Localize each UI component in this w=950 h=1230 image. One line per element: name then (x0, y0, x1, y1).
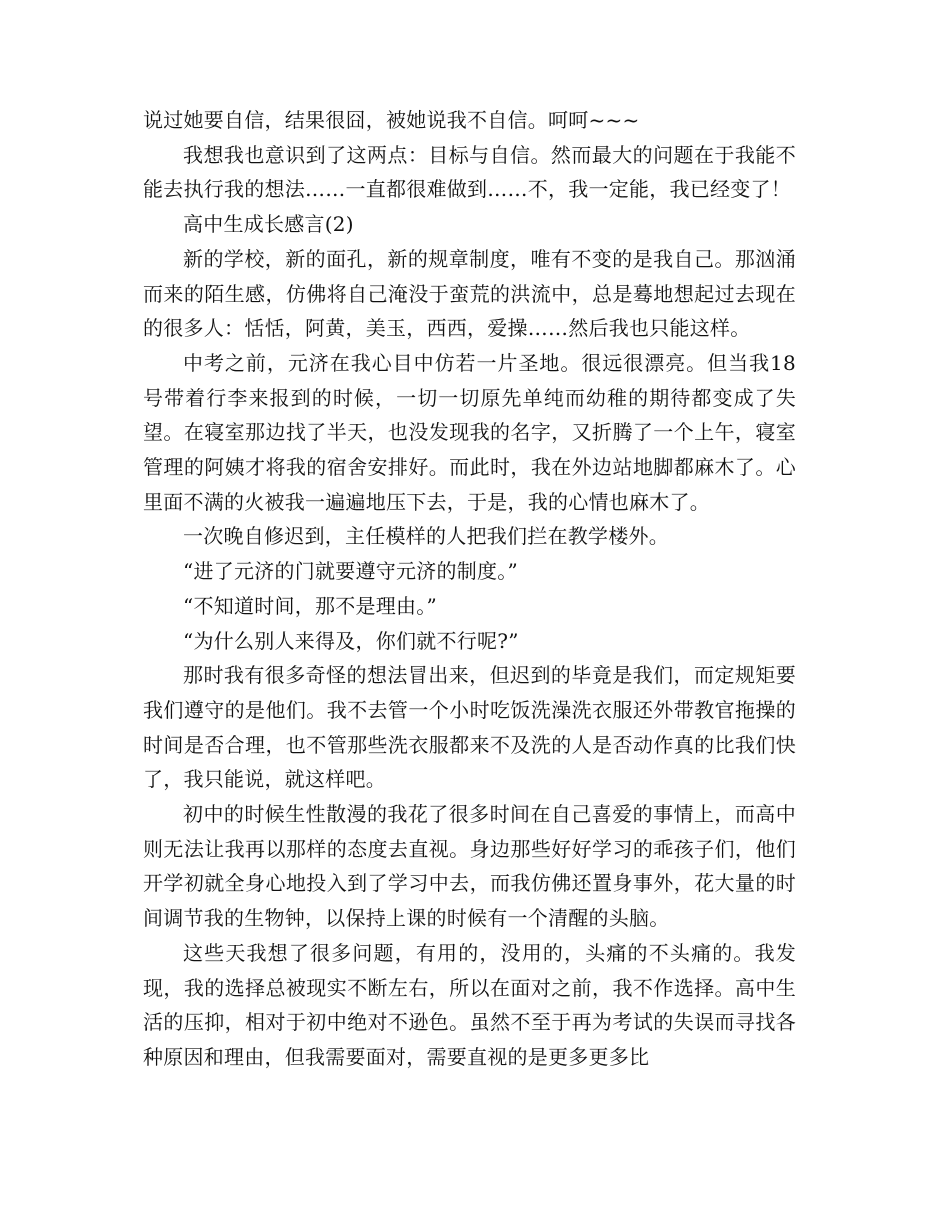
paragraph: 一次晚自修迟到，主任模样的人把我们拦在教学楼外。 (183, 524, 669, 549)
quote-line: “为什么别人来得及，你们就不行呢?” (183, 628, 519, 653)
paragraph: 那时我有很多奇怪的想法冒出来，但迟到的毕竟是我们，而定规矩要我们遵守的是他们。我不去管一个小时吃饭洗澡洗衣服还外带教官拖操的时间是否合理，也不管那些洗衣服都来不及洗的人是否动作真的比我们快了，我只能说，就这样吧。 (143, 663, 796, 792)
paragraph: 中考之前，元济在我心目中仿若一片圣地。很远很漂亮。但当我18号带着行李来报到的时候，一切一切原先单纯而幼稚的期待都变成了失望。在寝室那边找了半天，也没发现我的名字，又折腾了一个上午，寝室管理的阿姨才将我的宿舍安排好。而此时，我在外边站地脚都麻木了。心里面不满的火被我一遍遍地压下去，于是，我的心情也麻木了。 (143, 350, 796, 514)
section-heading: 高中生成长感言(2) (183, 212, 354, 237)
paragraph: 初中的时候生性散漫的我花了很多时间在自己喜爱的事情上，而高中则无法让我再以那样的态度去直视。身边那些好好学习的乖孩子们，他们开学初就全身心地投入到了学习中去，而我仿佛还置身事外，花大量的时间调节我的生物钟，以保持上课的时候有一个清醒的头脑。 (143, 802, 796, 931)
paragraph: 新的学校，新的面孔，新的规章制度，唯有不变的是我自己。那汹涌而来的陌生感，仿佛将自己淹没于蛮荒的洪流中，总是蓦地想起过去现在的很多人：恬恬，阿黄，美玉，西西，爱操……然后我也只能这样。 (143, 246, 796, 341)
paragraph: 我想我也意识到了这两点：目标与自信。然而最大的问题在于我能不能去执行我的想法……一直都很难做到……不，我一定能，我已经变了！ (143, 142, 796, 202)
document-page (143, 103, 796, 1075)
quote-line: “进了元济的门就要遵守元济的制度。” (183, 559, 518, 584)
quote-line: “不知道时间，那不是理由。” (183, 593, 437, 618)
paragraph: 说过她要自信，结果很囧，被她说我不自信。呵呵~~~ (143, 108, 640, 132)
paragraph: 这些天我想了很多问题，有用的，没用的，头痛的不头痛的。我发现，我的选择总被现实不断左右，所以在面对之前，我不作选择。高中生活的压抑，相对于初中绝对不逊色。虽然不至于再为考试的失误而寻找各种原因和理由，但我需要面对，需要直视的是更多更多比 (143, 940, 796, 1069)
